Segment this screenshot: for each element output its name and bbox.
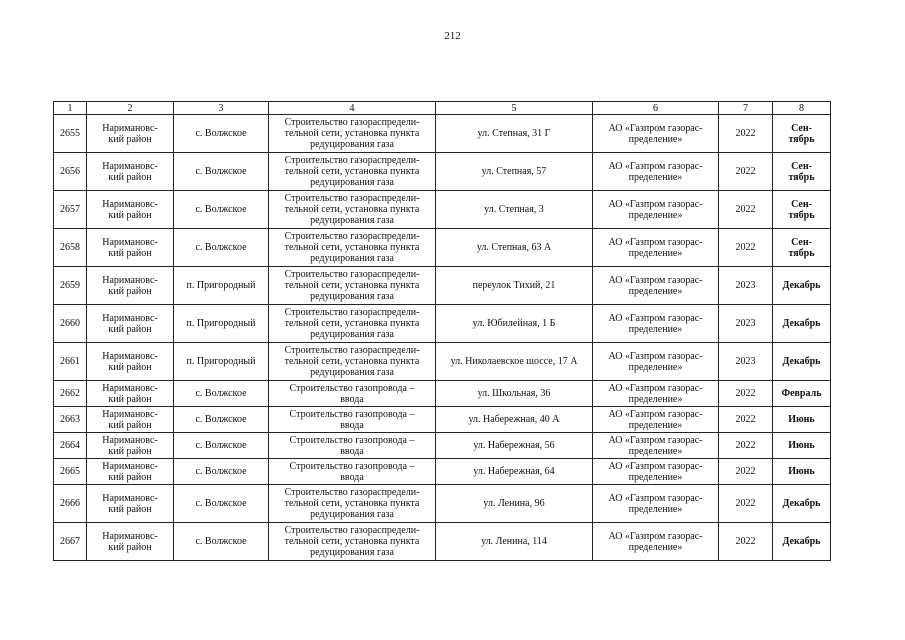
cell-organization bbox=[593, 191, 719, 229]
cell-district bbox=[87, 229, 174, 267]
cell-work-type-line: тельной сети, установка пункта bbox=[284, 242, 420, 253]
cell-organization-line: АО «Газпром газорас- bbox=[608, 160, 703, 172]
cell-organization-line: АО «Газпром газорас- bbox=[608, 382, 703, 394]
table-row bbox=[54, 267, 831, 305]
cell-month bbox=[773, 343, 831, 381]
cell-year: 2023 bbox=[719, 343, 773, 381]
cell-work-type-line: редуцирования газа bbox=[310, 139, 394, 150]
cell-organization-line: пределение» bbox=[628, 361, 683, 373]
cell-year: 2022 bbox=[719, 115, 773, 153]
cell-district bbox=[87, 267, 174, 305]
cell-district bbox=[87, 381, 174, 407]
cell-number: 2661 bbox=[54, 343, 87, 381]
cell-year: 2022 bbox=[719, 381, 773, 407]
cell-settlement: с. Волжское bbox=[174, 191, 269, 229]
cell-work-type-line: Строительство газораспредели- bbox=[284, 193, 420, 204]
cell-address: ул. Ленина, 96 bbox=[436, 485, 593, 523]
cell-district bbox=[87, 433, 174, 459]
cell-organization bbox=[593, 229, 719, 267]
cell-district bbox=[87, 343, 174, 381]
cell-district-line: кий район bbox=[108, 285, 152, 297]
column-header: 7 bbox=[719, 102, 773, 115]
cell-month-line: тябрь bbox=[788, 247, 815, 259]
cell-work-type bbox=[269, 381, 436, 407]
cell-district bbox=[87, 485, 174, 523]
cell-work-type bbox=[269, 229, 436, 267]
cell-district-line: кий район bbox=[108, 541, 152, 553]
cell-work-type bbox=[269, 267, 436, 305]
cell-month-line: Декабрь bbox=[782, 280, 821, 291]
cell-district-line: Наримановс- bbox=[102, 160, 158, 172]
cell-month-line: Июнь bbox=[788, 414, 815, 425]
table-row bbox=[54, 229, 831, 267]
cell-month bbox=[773, 433, 831, 459]
cell-work-type-line: редуцирования газа bbox=[310, 329, 394, 340]
cell-address: ул. Степная, 63 А bbox=[436, 229, 593, 267]
cell-work-type-line: Строительство газораспредели- bbox=[284, 525, 420, 536]
cell-year: 2022 bbox=[719, 523, 773, 561]
cell-organization bbox=[593, 433, 719, 459]
cell-work-type bbox=[269, 115, 436, 153]
cell-organization-line: пределение» bbox=[628, 323, 683, 335]
cell-settlement: п. Пригородный bbox=[174, 343, 269, 381]
cell-month bbox=[773, 407, 831, 433]
cell-work-type bbox=[269, 485, 436, 523]
column-header: 2 bbox=[87, 102, 174, 115]
cell-settlement: с. Волжское bbox=[174, 523, 269, 561]
cell-organization-line: пределение» bbox=[628, 171, 683, 183]
cell-month bbox=[773, 267, 831, 305]
cell-month-line: Сен- bbox=[791, 160, 812, 172]
cell-district bbox=[87, 191, 174, 229]
cell-year: 2023 bbox=[719, 305, 773, 343]
cell-organization bbox=[593, 381, 719, 407]
cell-month-line: тябрь bbox=[788, 133, 815, 145]
cell-work-type-line: тельной сети, установка пункта bbox=[284, 318, 420, 329]
cell-district-line: кий район bbox=[108, 247, 152, 259]
cell-organization-line: АО «Газпром газорас- bbox=[608, 198, 703, 210]
table-row bbox=[54, 485, 831, 523]
cell-district bbox=[87, 305, 174, 343]
cell-month bbox=[773, 191, 831, 229]
cell-work-type-line: редуцирования газа bbox=[310, 253, 394, 264]
cell-number: 2663 bbox=[54, 407, 87, 433]
cell-work-type-line: тельной сети, установка пункта bbox=[284, 204, 420, 215]
table-row bbox=[54, 115, 831, 153]
cell-month-line: Июнь bbox=[788, 440, 815, 451]
cell-year: 2022 bbox=[719, 459, 773, 485]
cell-organization bbox=[593, 267, 719, 305]
cell-year: 2022 bbox=[719, 407, 773, 433]
cell-work-type-line: Строительство газораспредели- bbox=[284, 231, 420, 242]
cell-district bbox=[87, 115, 174, 153]
cell-work-type-line: Строительство газопровода – bbox=[289, 382, 415, 394]
table-row bbox=[54, 381, 831, 407]
cell-month-line: Сен- bbox=[791, 122, 812, 134]
cell-work-type-line: тельной сети, установка пункта bbox=[284, 536, 420, 547]
cell-number: 2655 bbox=[54, 115, 87, 153]
cell-year: 2022 bbox=[719, 153, 773, 191]
cell-organization-line: пределение» bbox=[628, 209, 683, 221]
cell-work-type-line: Строительство газораспредели- bbox=[284, 117, 420, 128]
cell-month-line: тябрь bbox=[788, 171, 815, 183]
cell-settlement: п. Пригородный bbox=[174, 305, 269, 343]
cell-district bbox=[87, 407, 174, 433]
table-row bbox=[54, 407, 831, 433]
cell-work-type-line: редуцирования газа bbox=[310, 291, 394, 302]
cell-organization bbox=[593, 115, 719, 153]
cell-year: 2023 bbox=[719, 267, 773, 305]
cell-work-type bbox=[269, 433, 436, 459]
cell-work-type-line: ввода bbox=[340, 445, 364, 457]
cell-month-line: Сен- bbox=[791, 236, 812, 248]
header-row bbox=[54, 102, 831, 115]
cell-district-line: кий район bbox=[108, 503, 152, 515]
cell-number: 2659 bbox=[54, 267, 87, 305]
table-row bbox=[54, 459, 831, 485]
cell-number: 2665 bbox=[54, 459, 87, 485]
cell-month bbox=[773, 459, 831, 485]
cell-district-line: кий район bbox=[108, 471, 152, 483]
cell-number: 2660 bbox=[54, 305, 87, 343]
cell-work-type bbox=[269, 523, 436, 561]
cell-month bbox=[773, 229, 831, 267]
table-row bbox=[54, 153, 831, 191]
cell-district-line: Наримановс- bbox=[102, 274, 158, 286]
cell-organization-line: пределение» bbox=[628, 471, 683, 483]
cell-month bbox=[773, 305, 831, 343]
cell-work-type-line: ввода bbox=[340, 393, 364, 405]
cell-organization-line: пределение» bbox=[628, 247, 683, 259]
cell-work-type-line: ввода bbox=[340, 419, 364, 431]
cell-organization-line: АО «Газпром газорас- bbox=[608, 492, 703, 504]
cell-work-type bbox=[269, 459, 436, 485]
cell-month bbox=[773, 523, 831, 561]
cell-settlement: с. Волжское bbox=[174, 407, 269, 433]
cell-work-type-line: Строительство газораспредели- bbox=[284, 307, 420, 318]
cell-work-type-line: редуцирования газа bbox=[310, 367, 394, 378]
cell-month bbox=[773, 381, 831, 407]
cell-work-type-line: редуцирования газа bbox=[310, 509, 394, 520]
cell-work-type-line: тельной сети, установка пункта bbox=[284, 498, 420, 509]
cell-settlement: п. Пригородный bbox=[174, 267, 269, 305]
cell-organization-line: пределение» bbox=[628, 419, 683, 431]
cell-district-line: кий район bbox=[108, 209, 152, 221]
cell-district-line: кий район bbox=[108, 445, 152, 457]
cell-year: 2022 bbox=[719, 433, 773, 459]
page-number: 212 bbox=[444, 30, 461, 42]
cell-organization-line: АО «Газпром газорас- bbox=[608, 350, 703, 362]
cell-month-line: Декабрь bbox=[782, 536, 821, 547]
cell-organization-line: АО «Газпром газорас- bbox=[608, 312, 703, 324]
cell-work-type-line: Строительство газораспредели- bbox=[284, 155, 420, 166]
cell-number: 2658 bbox=[54, 229, 87, 267]
cell-district-line: Наримановс- bbox=[102, 408, 158, 420]
cell-organization-line: пределение» bbox=[628, 503, 683, 515]
cell-work-type bbox=[269, 305, 436, 343]
cell-organization-line: АО «Газпром газорас- bbox=[608, 408, 703, 420]
cell-number: 2657 bbox=[54, 191, 87, 229]
cell-work-type bbox=[269, 153, 436, 191]
cell-address: ул. Николаевское шоссе, 17 А bbox=[436, 343, 593, 381]
cell-organization bbox=[593, 305, 719, 343]
cell-month bbox=[773, 485, 831, 523]
table-row bbox=[54, 433, 831, 459]
cell-organization-line: АО «Газпром газорас- bbox=[608, 236, 703, 248]
table-row bbox=[54, 523, 831, 561]
cell-month-line: Июнь bbox=[788, 466, 815, 477]
cell-work-type-line: редуцирования газа bbox=[310, 215, 394, 226]
cell-address: ул. Ленина, 114 bbox=[436, 523, 593, 561]
cell-work-type bbox=[269, 407, 436, 433]
cell-address: переулок Тихий, 21 bbox=[436, 267, 593, 305]
cell-work-type bbox=[269, 191, 436, 229]
cell-district-line: кий район bbox=[108, 171, 152, 183]
cell-district-line: кий район bbox=[108, 419, 152, 431]
cell-work-type-line: Строительство газораспредели- bbox=[284, 345, 420, 356]
cell-district-line: Наримановс- bbox=[102, 198, 158, 210]
cell-organization-line: пределение» bbox=[628, 285, 683, 297]
cell-number: 2662 bbox=[54, 381, 87, 407]
cell-district-line: Наримановс- bbox=[102, 236, 158, 248]
cell-year: 2022 bbox=[719, 485, 773, 523]
cell-organization-line: АО «Газпром газорас- bbox=[608, 460, 703, 472]
cell-district-line: Наримановс- bbox=[102, 382, 158, 394]
cell-district bbox=[87, 153, 174, 191]
cell-district bbox=[87, 523, 174, 561]
cell-district-line: Наримановс- bbox=[102, 122, 158, 134]
cell-work-type-line: редуцирования газа bbox=[310, 177, 394, 188]
cell-number: 2656 bbox=[54, 153, 87, 191]
column-header: 3 bbox=[174, 102, 269, 115]
cell-organization-line: пределение» bbox=[628, 445, 683, 457]
cell-work-type-line: ввода bbox=[340, 471, 364, 483]
cell-work-type-line: Строительство газопровода – bbox=[289, 434, 415, 446]
cell-organization-line: пределение» bbox=[628, 393, 683, 405]
cell-work-type-line: Строительство газопровода – bbox=[289, 460, 415, 472]
cell-district-line: кий район bbox=[108, 361, 152, 373]
cell-month-line: Декабрь bbox=[782, 318, 821, 329]
cell-work-type-line: Строительство газораспредели- bbox=[284, 269, 420, 280]
registry-table bbox=[53, 101, 831, 561]
cell-work-type-line: тельной сети, установка пункта bbox=[284, 280, 420, 291]
cell-district-line: Наримановс- bbox=[102, 460, 158, 472]
cell-address: ул. Набережная, 64 bbox=[436, 459, 593, 485]
cell-month bbox=[773, 115, 831, 153]
cell-number: 2664 bbox=[54, 433, 87, 459]
cell-work-type-line: тельной сети, установка пункта bbox=[284, 166, 420, 177]
cell-month-line: тябрь bbox=[788, 209, 815, 221]
cell-settlement: с. Волжское bbox=[174, 115, 269, 153]
cell-number: 2666 bbox=[54, 485, 87, 523]
cell-organization bbox=[593, 407, 719, 433]
cell-settlement: с. Волжское bbox=[174, 229, 269, 267]
cell-organization-line: АО «Газпром газорас- bbox=[608, 530, 703, 542]
cell-address: ул. Степная, 3 bbox=[436, 191, 593, 229]
cell-address: ул. Набережная, 56 bbox=[436, 433, 593, 459]
cell-district-line: кий район bbox=[108, 133, 152, 145]
cell-work-type bbox=[269, 343, 436, 381]
cell-organization bbox=[593, 523, 719, 561]
cell-address: ул. Школьная, 36 bbox=[436, 381, 593, 407]
cell-organization bbox=[593, 153, 719, 191]
cell-district-line: кий район bbox=[108, 323, 152, 335]
cell-month-line: Февраль bbox=[781, 388, 822, 399]
cell-organization-line: АО «Газпром газорас- bbox=[608, 274, 703, 286]
cell-address: ул. Набережная, 40 А bbox=[436, 407, 593, 433]
cell-month-line: Сен- bbox=[791, 198, 812, 210]
cell-work-type-line: редуцирования газа bbox=[310, 547, 394, 558]
cell-district-line: Наримановс- bbox=[102, 530, 158, 542]
table-row bbox=[54, 305, 831, 343]
cell-address: ул. Юбилейная, 1 Б bbox=[436, 305, 593, 343]
cell-district-line: Наримановс- bbox=[102, 312, 158, 324]
cell-organization bbox=[593, 343, 719, 381]
column-header: 1 bbox=[54, 102, 87, 115]
cell-organization-line: пределение» bbox=[628, 541, 683, 553]
cell-work-type-line: тельной сети, установка пункта bbox=[284, 356, 420, 367]
cell-district-line: кий район bbox=[108, 393, 152, 405]
column-header: 4 bbox=[269, 102, 436, 115]
cell-organization bbox=[593, 459, 719, 485]
cell-settlement: с. Волжское bbox=[174, 153, 269, 191]
cell-year: 2022 bbox=[719, 191, 773, 229]
cell-organization-line: АО «Газпром газорас- bbox=[608, 434, 703, 446]
cell-work-type-line: Строительство газораспредели- bbox=[284, 487, 420, 498]
cell-number: 2667 bbox=[54, 523, 87, 561]
cell-district-line: Наримановс- bbox=[102, 434, 158, 446]
cell-district bbox=[87, 459, 174, 485]
cell-settlement: с. Волжское bbox=[174, 459, 269, 485]
cell-month-line: Декабрь bbox=[782, 356, 821, 367]
cell-month bbox=[773, 153, 831, 191]
column-header: 8 bbox=[773, 102, 831, 115]
cell-district-line: Наримановс- bbox=[102, 492, 158, 504]
cell-organization-line: пределение» bbox=[628, 133, 683, 145]
cell-settlement: с. Волжское bbox=[174, 433, 269, 459]
column-header: 5 bbox=[436, 102, 593, 115]
cell-month-line: Декабрь bbox=[782, 498, 821, 509]
cell-district-line: Наримановс- bbox=[102, 350, 158, 362]
cell-address: ул. Степная, 57 bbox=[436, 153, 593, 191]
column-header: 6 bbox=[593, 102, 719, 115]
cell-settlement: с. Волжское bbox=[174, 485, 269, 523]
cell-year: 2022 bbox=[719, 229, 773, 267]
table-row bbox=[54, 191, 831, 229]
cell-organization-line: АО «Газпром газорас- bbox=[608, 122, 703, 134]
cell-organization bbox=[593, 485, 719, 523]
cell-settlement: с. Волжское bbox=[174, 381, 269, 407]
cell-address: ул. Степная, 31 Г bbox=[436, 115, 593, 153]
cell-work-type-line: Строительство газопровода – bbox=[289, 408, 415, 420]
cell-work-type-line: тельной сети, установка пункта bbox=[284, 128, 420, 139]
table-row bbox=[54, 343, 831, 381]
